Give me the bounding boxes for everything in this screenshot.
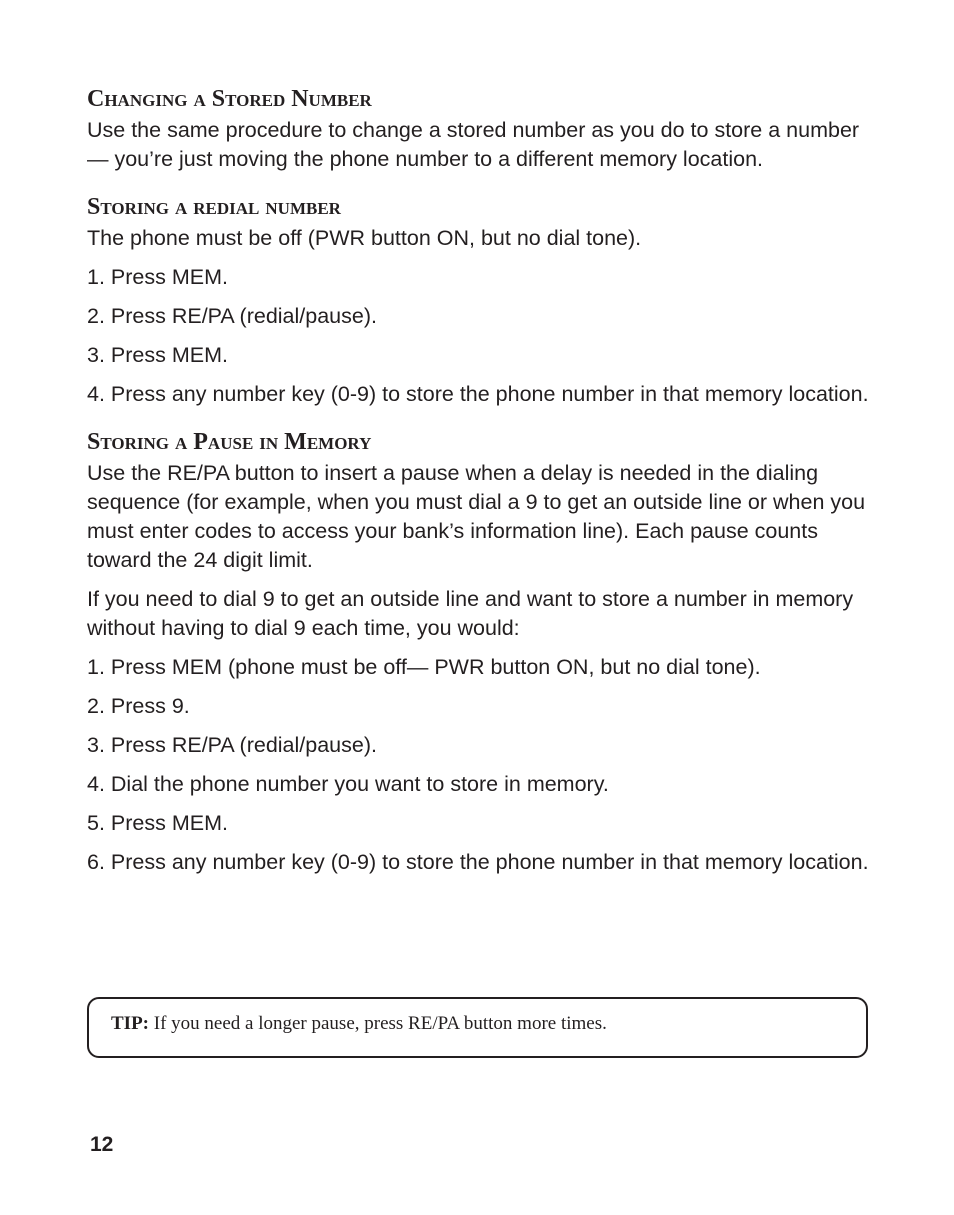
list-item: 4. Press any number key (0-9) to store the phone number in that memory location. (87, 382, 869, 406)
paragraph-re-pa-pause: Use the RE/PA button to insert a pause when a delay is needed in the dialing sequence (for example, when you must dial a 9 to get an outside line or when you must enter codes to access your bank’s information line). Each pause counts toward the 24 digit limit. (87, 461, 866, 572)
tip-box (87, 997, 868, 1058)
list-item: 3. Press MEM. (87, 343, 228, 367)
section-heading-storing-redial-number: Storing a redial number (87, 194, 341, 220)
section-heading-storing-pause: Storing a Pause in Memory (87, 429, 372, 455)
page-number: 12 (90, 1133, 114, 1156)
redial-steps-list (87, 263, 877, 409)
list-item: 1. Press MEM. (87, 265, 228, 289)
list-item: 3. Press RE/PA (redial/pause). (87, 733, 377, 757)
tip-body: If you need a longer pause, press RE/PA button more times. (149, 1013, 607, 1034)
page-content (87, 84, 877, 877)
list-item: 6. Press any number key (0-9) to store the phone number in that memory location. (87, 850, 869, 874)
paragraph-phone-must-be-off: The phone must be off (PWR button ON, but no dial tone). (87, 226, 642, 250)
list-item: 2. Press 9. (87, 694, 190, 718)
tip-text (111, 1011, 607, 1037)
list-item: 5. Press MEM. (87, 811, 228, 835)
paragraph-change-procedure: Use the same procedure to change a stored number as you do to store a number— you’re just moving the phone number to a different memory location. (87, 118, 860, 171)
paragraph-dial-9-outside-line: If you need to dial 9 to get an outside line and want to store a number in memory without having to dial 9 each time, you would: (87, 587, 854, 640)
pause-steps-list (87, 653, 877, 877)
list-item: 2. Press RE/PA (redial/pause). (87, 304, 377, 328)
list-item: 1. Press MEM (phone must be off— PWR button ON, but no dial tone). (87, 655, 761, 679)
list-item: 4. Dial the phone number you want to store in memory. (87, 772, 609, 796)
section-heading-changing-stored-number: Changing a Stored Number (87, 86, 372, 112)
tip-label: TIP: (111, 1013, 149, 1034)
